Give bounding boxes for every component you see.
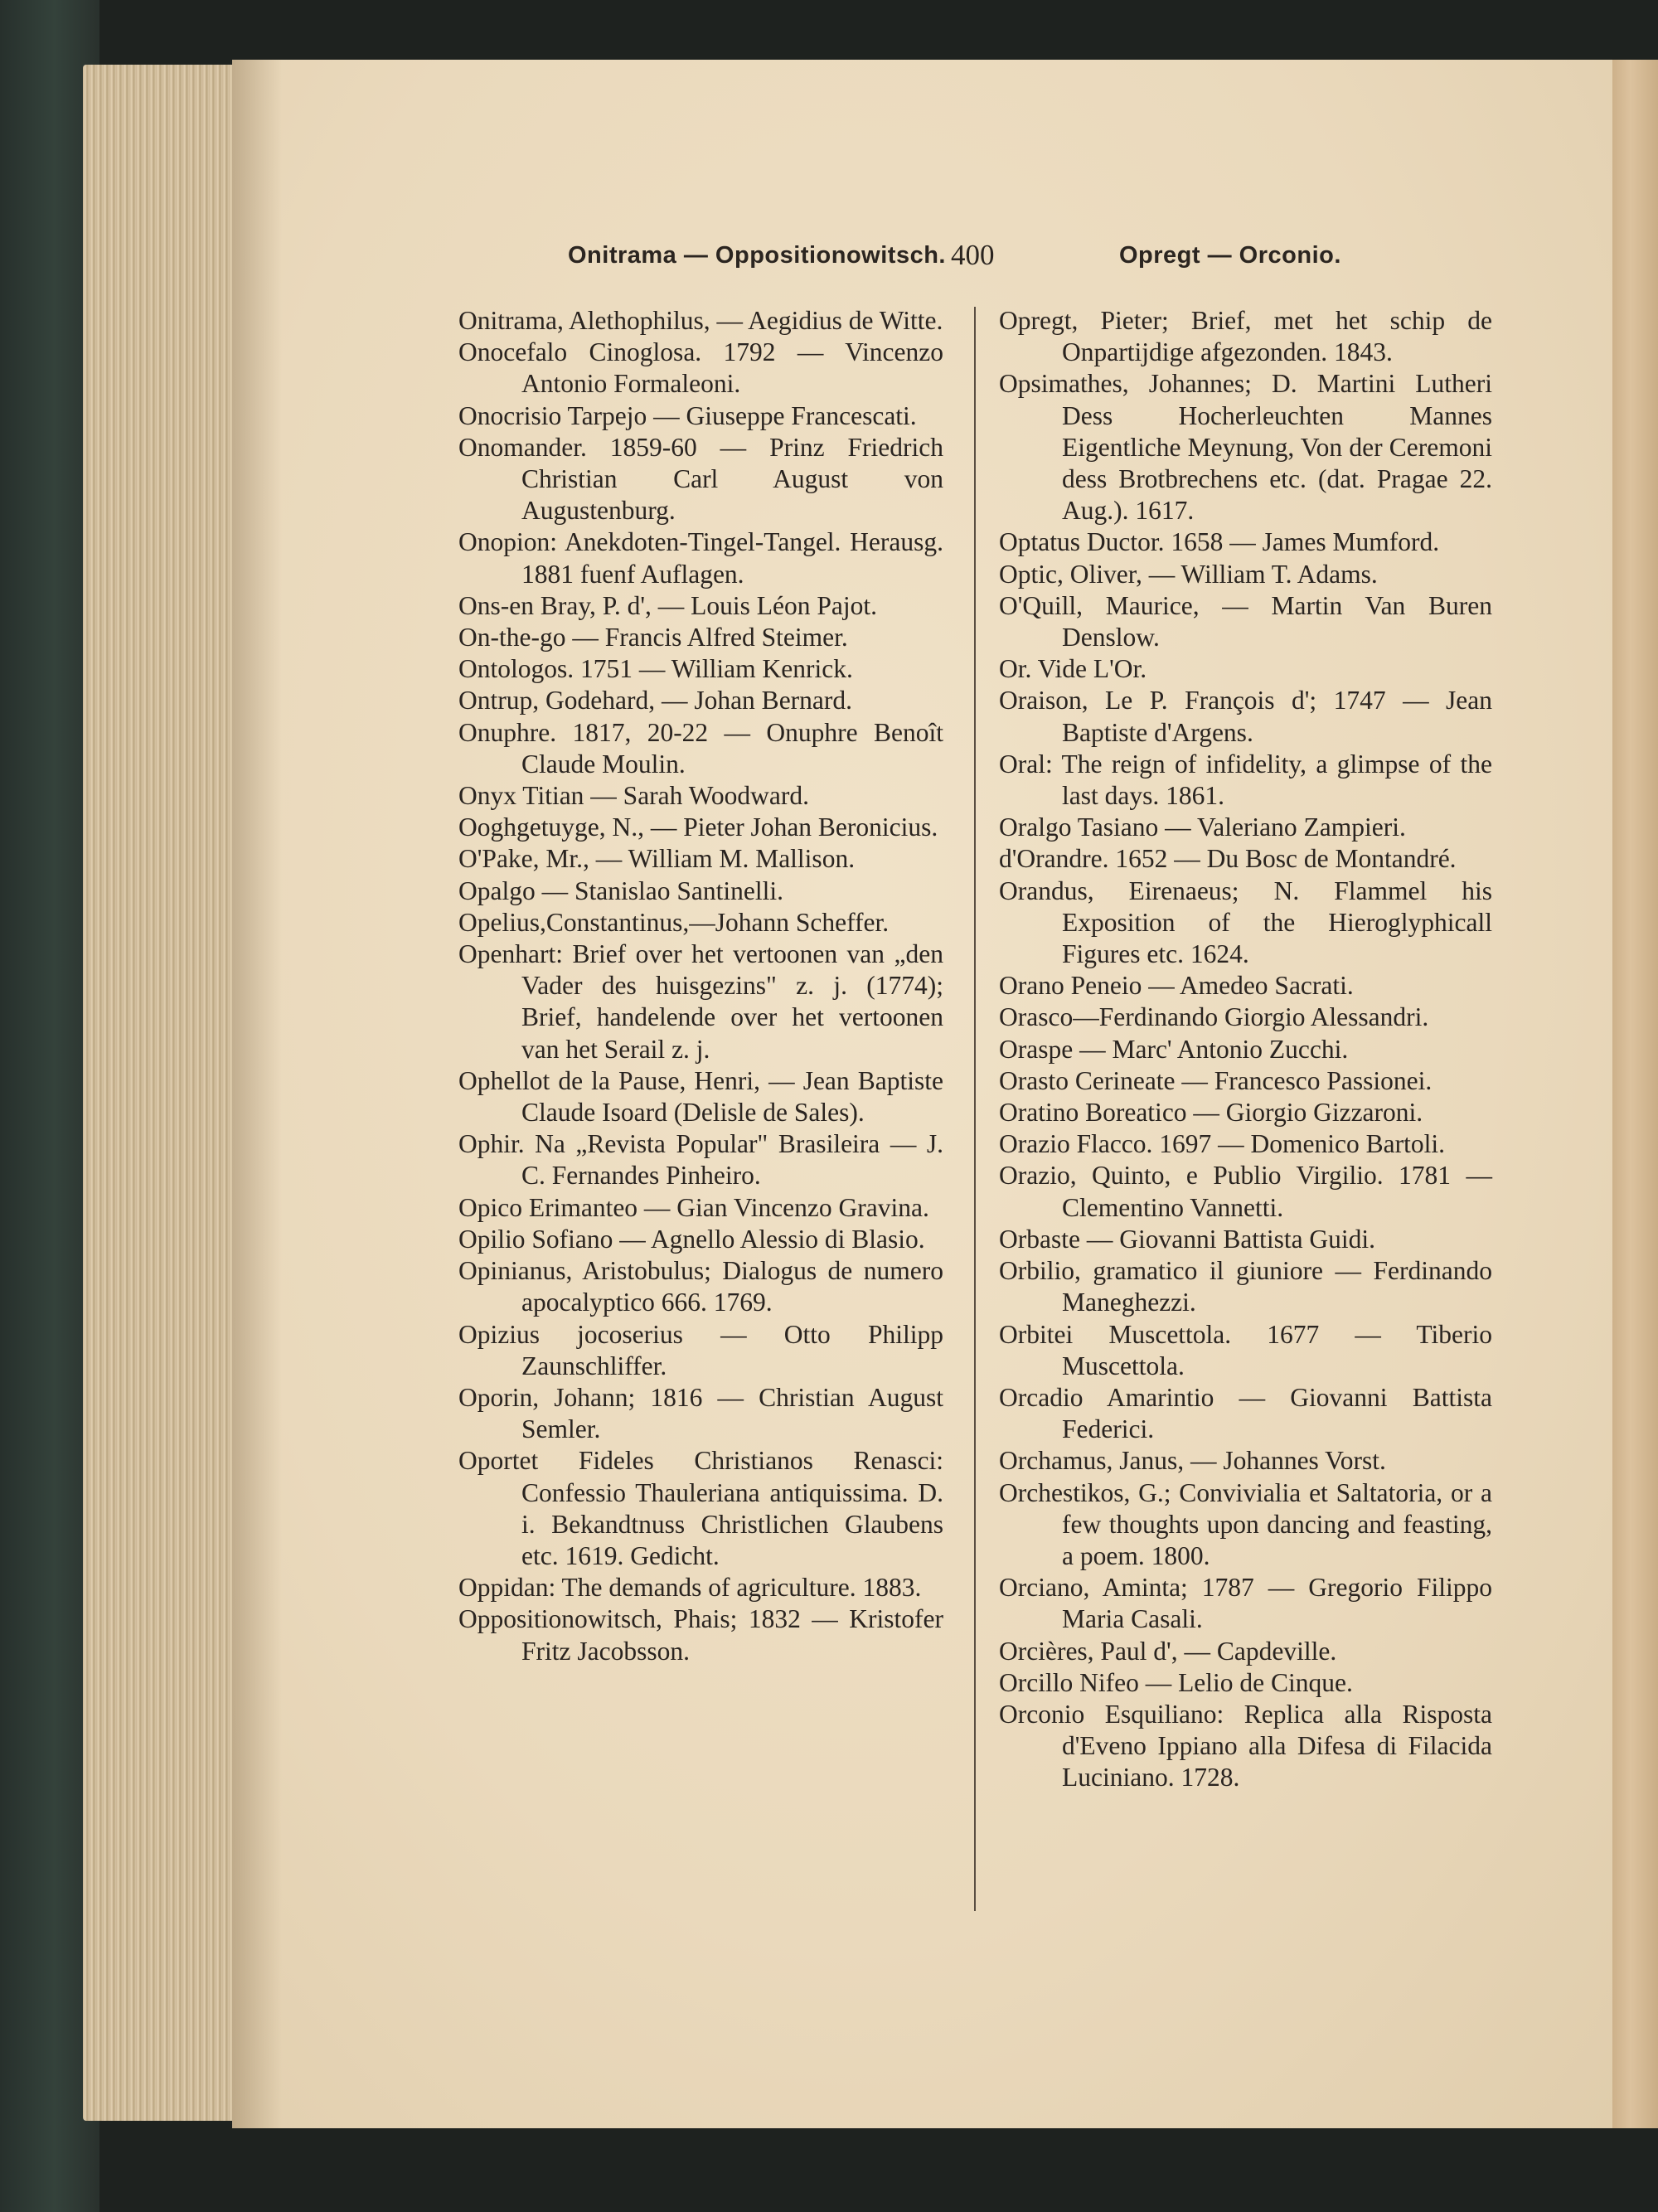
- entry: Onomander. 1859-60 — Prinz Friedrich Christian Carl August von Augustenburg.: [458, 432, 943, 526]
- entry: Ophir. Na „Revista Popular" Brasileira — J. C. Fernandes Pinheiro.: [458, 1129, 943, 1191]
- entry: Oral: The reign of infidelity, a glimpse of the last days. 1861.: [999, 749, 1492, 811]
- entry: Opalgo — Stanislao Santinelli.: [458, 876, 783, 905]
- entry: Orbaste — Giovanni Battista Guidi.: [999, 1224, 1376, 1254]
- next-page-edge: [1612, 60, 1658, 2128]
- entry: Orconio Esquiliano: Replica alla Risposta d'Eveno Ippiano alla Difesa di Filacida Luciniano. 1728.: [999, 1699, 1492, 1792]
- entry: On-the-go — Francis Alfred Steimer.: [458, 623, 848, 652]
- entry: Optic, Oliver, — William T. Adams.: [999, 559, 1378, 589]
- entry: Optatus Ductor. 1658 — James Mumford.: [999, 527, 1440, 557]
- entry: Orcadio Amarintio — Giovanni Battista Federici.: [999, 1382, 1492, 1444]
- entry: Onocrisio Tarpejo — Giuseppe Francescati.: [458, 400, 917, 430]
- running-header: [464, 239, 1534, 280]
- left-column: [458, 305, 943, 1667]
- entry: Ons-en Bray, P. d', — Louis Léon Pajot.: [458, 590, 877, 620]
- entry: Ontologos. 1751 — William Kenrick.: [458, 654, 853, 684]
- entry: Or. Vide L'Or.: [999, 654, 1147, 684]
- entry: Ooghgetuyge, N., — Pieter Johan Beronicius.: [458, 813, 938, 842]
- header-left-range: Onitrama — Oppositionowitsch.: [568, 242, 946, 269]
- entry: Orazio Flacco. 1697 — Domenico Bartoli.: [999, 1129, 1445, 1159]
- entry: Onitrama, Alethophilus, — Aegidius de Witte.: [458, 306, 943, 335]
- entry: Orasto Cerineate — Francesco Passionei.: [999, 1065, 1433, 1095]
- entry: Opizius jocoserius — Otto Philipp Zaunschliffer.: [458, 1319, 943, 1380]
- entry: Opilio Sofiano — Agnello Alessio di Blasio.: [458, 1224, 925, 1254]
- right-column: [999, 305, 1492, 1794]
- entry: Oppositionowitsch, Phais; 1832 — Kristofer Fritz Jacobsson.: [458, 1604, 943, 1666]
- entry: Orandus, Eirenaeus; N. Flammel his Exposition of the Hieroglyphicall Figures etc. 1624.: [999, 876, 1492, 969]
- header-right-range: Opregt — Orconio.: [1119, 242, 1341, 269]
- entry: O'Pake, Mr., — William M. Mallison.: [458, 844, 856, 874]
- entry: Oporin, Johann; 1816 — Christian August Semler.: [458, 1382, 943, 1444]
- entry: Oportet Fideles Christianos Renasci: Confessio Thauleriana antiquissima. D. i. Bekandtnuss Christlichen Glaubens etc. 1619. Gedicht.: [458, 1446, 943, 1570]
- entry: Opico Erimanteo — Gian Vincenzo Gravina.: [458, 1192, 929, 1222]
- entry: Onyx Titian — Sarah Woodward.: [458, 781, 810, 811]
- entry: Openhart: Brief over het vertoonen van „den Vader des huisgezins" z. j. (1774); Brief, handelende over het vertoonen van het Serail z. j.: [458, 939, 943, 1064]
- entry: Ontrup, Godehard, — Johan Bernard.: [458, 686, 853, 716]
- entry: Orbilio, gramatico il giuniore — Ferdinando Maneghezzi.: [999, 1256, 1492, 1317]
- entry: Onocefalo Cinoglosa. 1792 — Vincenzo Antonio Formaleoni.: [458, 337, 943, 399]
- page-edges: [83, 65, 240, 2121]
- entry: d'Orandre. 1652 — Du Bosc de Montandré.: [999, 844, 1457, 874]
- entry: Ophellot de la Pause, Henri, — Jean Baptiste Claude Isoard (Delisle de Sales).: [458, 1065, 943, 1128]
- entry: Opelius,Constantinus,—Johann Scheffer.: [458, 907, 890, 937]
- entry: O'Quill, Maurice, — Martin Van Buren Denslow.: [999, 590, 1492, 652]
- entry: Opsimathes, Johannes; D. Martini Lutheri Dess Hocherleuchten Mannes Eigentliche Meynung, Von der Ceremoni dess Brotbrechens etc. (dat. Pragae 22. Aug.). 1617.: [999, 369, 1492, 526]
- entry: Orbitei Muscettola. 1677 — Tiberio Muscettola.: [999, 1319, 1492, 1380]
- entry: Orazio, Quinto, e Publio Virgilio. 1781 — Clementino Vannetti.: [999, 1161, 1492, 1222]
- entry: Opinianus, Aristobulus; Dialogus de numero apocalyptico 666. 1769.: [458, 1256, 943, 1317]
- entry: Oraspe — Marc' Antonio Zucchi.: [999, 1034, 1349, 1064]
- entry: Orchamus, Janus, — Johannes Vorst.: [999, 1446, 1386, 1476]
- entry: Onopion: Anekdoten-Tingel-Tangel. Herausg. 1881 fuenf Auflagen.: [458, 527, 943, 589]
- entry: Oratino Boreatico — Giorgio Gizzaroni.: [999, 1098, 1423, 1128]
- entry: Orano Peneio — Amedeo Sacrati.: [999, 971, 1354, 1001]
- entry: Orchestikos, G.; Convivialia et Saltatoria, or a few thoughts upon dancing and feasting, a poem. 1800.: [999, 1477, 1492, 1570]
- entry: Oraison, Le P. François d'; 1747 — Jean Baptiste d'Argens.: [999, 686, 1492, 747]
- entry: Oppidan: The demands of agriculture. 1883.: [458, 1573, 922, 1603]
- gutter-shadow: [232, 60, 282, 2128]
- entry: Orcières, Paul d', — Capdeville.: [999, 1636, 1337, 1666]
- column-divider: [974, 307, 976, 1911]
- entry: Orcillo Nifeo — Lelio de Cinque.: [999, 1667, 1353, 1697]
- entry: Opregt, Pieter; Brief, met het schip de Onpartijdige afgezonden. 1843.: [999, 306, 1492, 367]
- entry: Orasco—Ferdinando Giorgio Alessandri.: [999, 1002, 1429, 1032]
- entry: Oralgo Tasiano — Valeriano Zampieri.: [999, 813, 1406, 842]
- entry: Orciano, Aminta; 1787 — Gregorio Filippo Maria Casali.: [999, 1573, 1492, 1634]
- entry: Onuphre. 1817, 20-22 — Onuphre Benoît Claude Moulin.: [458, 717, 943, 779]
- page-number: 400: [951, 239, 995, 271]
